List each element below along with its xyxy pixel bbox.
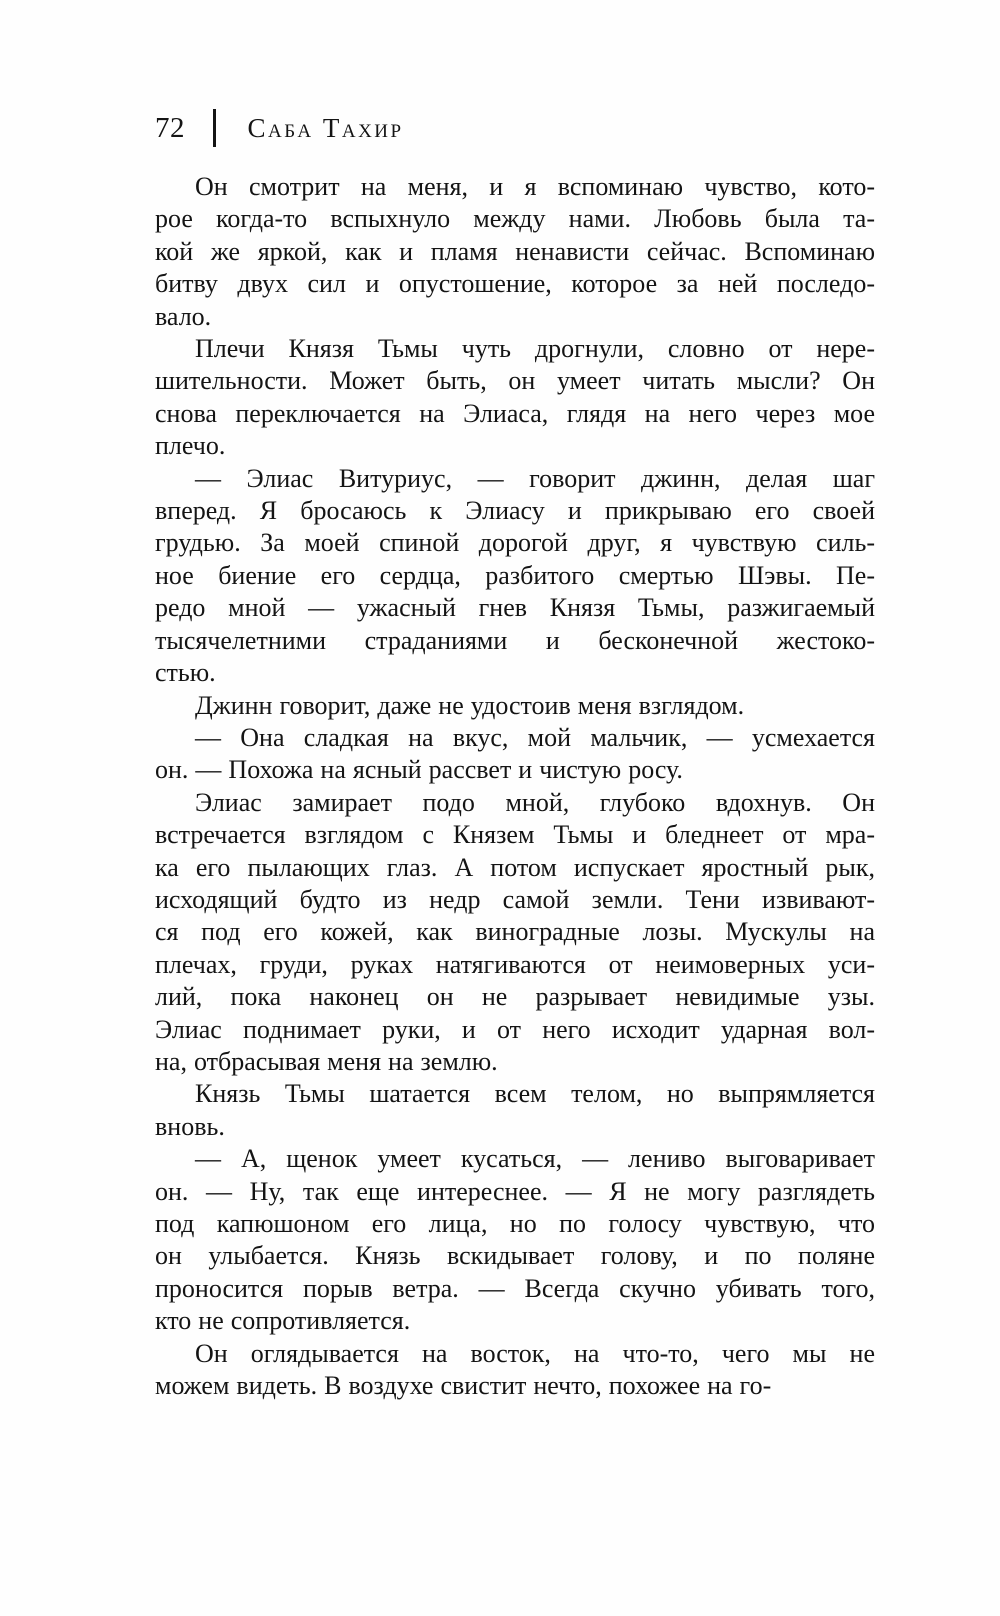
text-line: он. — Похожа на ясный рассвет и чистую росу. — [155, 755, 683, 785]
text-line: вновь. — [155, 1111, 225, 1141]
page-number: 72 — [155, 111, 185, 144]
text-line: Элиас замирает подо мной, глубоко вдохнув. Он — [195, 787, 875, 817]
text-line: лий, пока наконец он не разрывает невидимые узы. — [155, 982, 875, 1012]
paragraph — [155, 1338, 875, 1403]
paragraph — [155, 171, 875, 333]
running-title: Саба Тахир — [247, 112, 404, 143]
text-line: шительности. Может быть, он умеет читать мысли? Он — [155, 366, 875, 396]
page-header — [155, 106, 875, 150]
text-line: Князь Тьмы шатается всем телом, но выпрямляется — [195, 1079, 875, 1109]
text-line: встречается взглядом с Князем Тьмы и бледнеет от мра- — [155, 820, 875, 850]
text-line: тысячелетними страданиями и бесконечной жестоко- — [155, 625, 875, 655]
text-line: рое когда-то вспыхнуло между нами. Любовь была та- — [155, 204, 875, 234]
text-line: вало. — [155, 301, 212, 331]
body-text — [155, 171, 875, 1402]
text-line: — Элиас Витуриус, — говорит джинн, делая шаг — [195, 463, 875, 493]
text-line: снова переключается на Элиаса, глядя на него через мое — [155, 398, 875, 428]
text-line: вперед. Я бросаюсь к Элиасу и прикрываю его своей — [155, 496, 875, 526]
text-line: битву двух сил и опустошение, которое за ней последо- — [155, 269, 875, 299]
text-line: на, отбрасывая меня на землю. — [155, 1046, 498, 1076]
text-line: Плечи Князя Тьмы чуть дрогнули, словно от нере- — [195, 334, 875, 364]
text-line: плечах, груди, руках натягиваются от неимоверных уси- — [155, 949, 875, 979]
text-line: Он оглядывается на восток, на что-то, чего мы не — [195, 1338, 875, 1368]
text-line: можем видеть. В воздухе свистит нечто, похожее на го- — [155, 1371, 772, 1401]
text-line: редо мной — ужасный гнев Князя Тьмы, разжигаемый — [155, 593, 875, 623]
text-line: Джинн говорит, даже не удостоив меня взглядом. — [195, 690, 745, 720]
paragraph — [155, 722, 875, 787]
text-line: исходящий будто из недр самой земли. Тени извивают- — [155, 884, 875, 914]
paragraph — [155, 333, 875, 463]
text-line: под капюшоном его лица, но по голосу чувствую, что — [155, 1209, 875, 1238]
text-line: — А, щенок умеет кусаться, — лениво выговаривает — [195, 1144, 875, 1174]
text-line: проносится порыв ветра. — Всегда скучно убивать того, — [155, 1273, 875, 1303]
text-line: Он смотрит на меня, и я вспоминаю чувство, кото- — [195, 172, 875, 201]
paragraph — [155, 787, 875, 1079]
paragraph — [155, 690, 875, 722]
paragraph — [155, 1143, 875, 1337]
text-line: ное биение его сердца, разбитого смертью Шэвы. Пе- — [155, 560, 875, 590]
text-line: он улыбается. Князь вскидывает голову, и по поляне — [155, 1241, 875, 1271]
text-line: грудью. За моей спиной дорогой друг, я чувствую силь- — [155, 528, 875, 558]
header-divider — [213, 109, 216, 147]
text-line: стью. — [155, 658, 216, 688]
text-line: ка его пылающих глаз. А потом испускает яростный рык, — [155, 852, 875, 882]
text-line: ся под его кожей, как виноградные лозы. Мускулы на — [155, 917, 875, 947]
text-line: — Она сладкая на вкус, мой мальчик, — усмехается — [195, 722, 875, 752]
paragraph — [155, 1078, 875, 1143]
text-line: Элиас поднимает руки, и от него исходит ударная вол- — [155, 1014, 875, 1044]
text-line: кой же яркой, как и пламя ненависти сейчас. Вспоминаю — [155, 236, 875, 266]
text-line: плечо. — [155, 431, 226, 461]
text-line: кто не сопротивляется. — [155, 1306, 411, 1336]
paragraph — [155, 463, 875, 690]
text-line: он. — Ну, так еще интереснее. — Я не могу разглядеть — [155, 1176, 875, 1206]
